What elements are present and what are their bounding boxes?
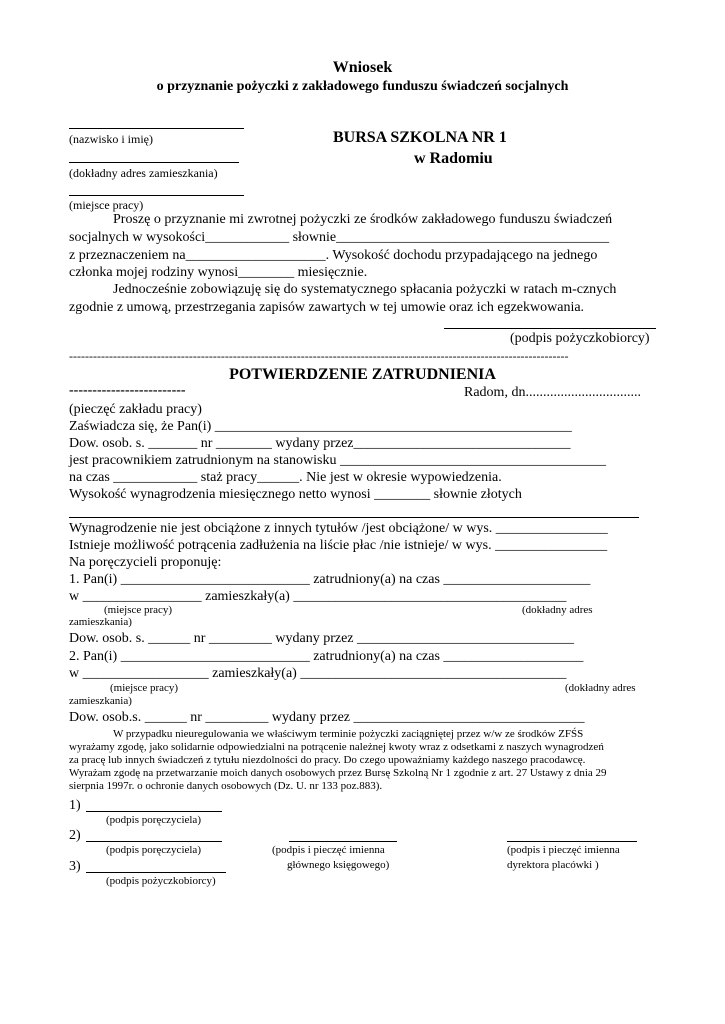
guarantor2-address-label-2: zamieszkania) [69,695,132,707]
consent-line-3: za pracę lub innych świadczeń z tytułu niezdolności do pracy. Do czego upoważniamy każdego naszego pracodawcę. [69,754,586,766]
accountant-signature-line [289,841,397,842]
address-label: (dokładny adres zamieszkania) [69,166,218,180]
guarantor2-line-3: Dow. osob.s. ______ nr _________ wydany przez _________________________________ [69,710,585,725]
guarantor2-workplace-label: (miejsce pracy) [110,682,179,694]
guarantor1-address-label-2: zamieszkania) [69,616,132,628]
institution-city: w Radomiu [414,150,493,167]
borrower-final-signature-label: (podpis pożyczkobiorcy) [106,875,216,887]
request-line-2: socjalnych w wysokości____________ słownie_______________________________________ [69,230,610,245]
request-line-1: Proszę o przyznanie mi zwrotnej pożyczki ze środków zakładowego funduszu świadczeń [113,212,613,227]
consent-line-2: wyrażamy zgodę, jako solidarnie odpowiedzialni na potrącenie należnej kwoty wraz z odsetkami z naszych wynagrodzeń [69,741,604,753]
consent-line-5: sierpnia 1997r. o ochronie danych osobowych (Dz. U. nr 133 poz.883). [69,780,383,792]
confirm-line-5: Wysokość wynagrodzenia miesięcznego netto wynosi ________ słownie złotych [69,487,522,502]
request-line-6: zgodnie z umową, przestrzegania zapisów zawartych w tej umowie oraz ich egzekwowania. [69,300,585,315]
name-label: (nazwisko i imię) [69,132,153,146]
confirmation-title: POTWIERDZENIE ZATRUDNIENIA [229,366,496,383]
accountant-signature-label-1: (podpis i pieczęć imienna [272,844,385,856]
borrower-signature-line [444,328,656,329]
section-separator: ----------------------------------------------------------------------------------------------------------------------------- [69,350,569,362]
signature-number-3: 3) [69,859,81,874]
guarantor1-workplace-label: (miejsce pracy) [104,604,173,616]
request-line-5: Jednocześnie zobowiązuję się do systematycznego spłacania pożyczki w ratach m-cznych [113,282,617,297]
confirm-line-7: Istnieje możliwość potrącenia zadłużenia na liście płac /nie istnieje/ w wys. ________________ [69,538,608,553]
guarantor1-signature-label: (podpis poręczyciela) [106,814,201,826]
workplace-label: (miejsce pracy) [69,198,144,212]
confirm-line-2: Dow. osob. s. _______ nr ________ wydany przez_______________________________ [69,436,571,451]
guarantor1-address-label: (dokładny adres [522,604,593,616]
guarantor1-line-1: 1. Pan(i) ___________________________ zatrudniony(a) na czas _____________________ [69,572,591,587]
borrower-signature-label: (podpis pożyczkobiorcy) [510,331,650,346]
signature-number-2: 2) [69,828,81,843]
guarantor1-line-3: Dow. osob. s. ______ nr _________ wydany przez _______________________________ [69,631,574,646]
confirm-line-4: na czas ____________ staż pracy______. Nie jest w okresie wypowiedzenia. [69,470,502,485]
confirm-line-8: Na poręczycieli proponuję: [69,555,222,570]
director-signature-label-2: dyrektora placówki ) [507,859,599,871]
accountant-signature-label-2: głównego księgowego) [287,859,390,871]
director-signature-line [507,841,637,842]
place-date: Radom, dn................................. [464,385,641,400]
guarantor2-signature-line [86,841,222,842]
salary-words-line [69,517,639,518]
workplace-line [69,195,244,196]
signature-number-1: 1) [69,798,81,813]
confirm-line-6: Wynagrodzenie nie jest obciążone z innych tytułów /jest obciążone/ w wys. ________________ [69,521,608,536]
name-line [69,128,244,129]
consent-line-1: W przypadku nieuregulowania we właściwym terminie pożyczki zaciągniętej przez w/w ze środków ZFŚS [113,728,584,740]
guarantor2-line-2: w __________________ zamieszkały(a) ______________________________________ [69,666,567,681]
address-line [69,162,239,163]
stamp-dashes: ------------------------- [69,383,186,398]
request-line-4: członka mojej rodziny wynosi________ miesięcznie. [69,265,368,280]
guarantor1-line-2: w _________________ zamieszkały(a) _______________________________________ [69,589,567,604]
confirm-line-1: Zaświadcza się, że Pan(i) ___________________________________________________ [69,419,572,434]
guarantor2-signature-label: (podpis poręczyciela) [106,844,201,856]
guarantor2-address-label: (dokładny adres [565,682,636,694]
director-signature-label-1: (podpis i pieczęć imienna [507,844,620,856]
guarantor1-signature-line [86,811,222,812]
document-subtitle: o przyznanie pożyczki z zakładowego funduszu świadczeń socjalnych [156,79,569,94]
consent-line-4: Wyrażam zgodę na przetwarzanie moich danych osobowych przez Bursę Szkolną Nr 1 zgodnie z art. 27 Ustawy z dnia 29 [69,767,607,779]
document-title: Wniosek [332,59,393,76]
institution-name: BURSA SZKOLNA NR 1 [333,129,507,146]
borrower-final-signature-line [86,872,226,873]
guarantor2-line-1: 2. Pan(i) ___________________________ zatrudniony(a) na czas ____________________ [69,649,584,664]
request-line-3: z przeznaczeniem na____________________. Wysokość dochodu przypadającego na jednego [69,248,598,263]
stamp-label: (pieczęć zakładu pracy) [69,402,202,417]
confirm-line-3: jest pracownikiem zatrudnionym na stanowisku ______________________________________ [69,453,606,468]
